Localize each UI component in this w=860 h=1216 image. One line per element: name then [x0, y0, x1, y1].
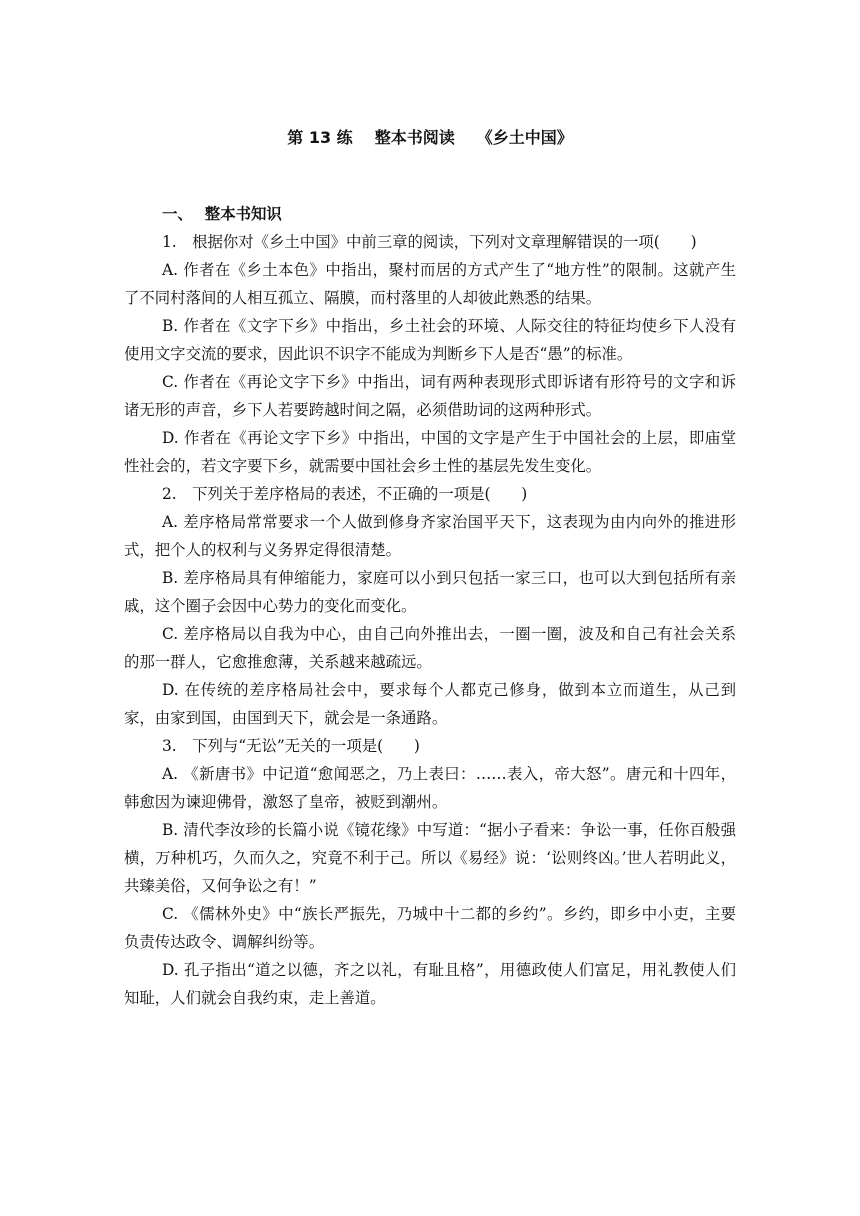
option-b: B. 差序格局具有伸缩能力，家庭可以小到只包括一家三口，也可以大到包括所有亲戚，这个圈子会因中心势力的变化而变化。: [124, 569, 736, 615]
question-stem: 2. 下列关于差序格局的表述，不正确的一项是( ): [162, 485, 528, 503]
title-topic: 整本书阅读: [374, 128, 455, 147]
question-stem: 3. 下列与“无讼”无关的一项是( ): [162, 737, 420, 755]
section-number: 一、: [162, 205, 193, 223]
option-a: A. 差序格局常常要求一个人做到修身齐家治国平天下，这表现为由内向外的推进形式，把个人的权利与义务界定得很清楚。: [124, 513, 736, 559]
option-d: D. 在传统的差序格局社会中，要求每个人都克己修身，做到本立而道生，从己到家，由家到国，由国到天下，就会是一条通路。: [124, 681, 736, 727]
question-stem: 1. 根据你对《乡土中国》中前三章的阅读，下列对文章理解错误的一项( ): [162, 233, 697, 251]
title-book-name: 《乡土中国》: [476, 128, 573, 147]
option-c: C. 《儒林外史》中“族长严振先，乃城中十二都的乡约”。乡约，即乡中小吏，主要负责传达政令、调解纠纷等。: [124, 905, 736, 951]
option-a: A. 《新唐书》中记道“愈闻恶之，乃上表曰：……表入，帝大怒”。唐元和十四年，韩愈因为谏迎佛骨，激怒了皇帝，被贬到潮州。: [124, 765, 736, 811]
section-heading: [162, 200, 736, 228]
option-a: A. 作者在《乡土本色》中指出，聚村而居的方式产生了“地方性”的限制。这就产生了不同村落间的人相互孤立、隔膜，而村落里的人却彼此熟悉的结果。: [124, 261, 736, 307]
option-d: D. 孔子指出“道之以德，齐之以礼，有耻且格”，用德政使人们富足，用礼教使人们知耻，人们就会自我约束，走上善道。: [124, 961, 736, 1007]
option-d: D. 作者在《再论文字下乡》中指出，中国的文字是产生于中国社会的上层，即庙堂性社会的，若文字要下乡，就需要中国社会乡土性的基层先发生变化。: [124, 429, 736, 475]
option-b: B. 作者在《文字下乡》中指出，乡土社会的环境、人际交往的特征均使乡下人没有使用文字交流的要求，因此识不识字不能成为判断乡下人是否“愚”的标准。: [124, 317, 736, 363]
section-label: 整本书知识: [204, 205, 282, 223]
question-2: [124, 480, 736, 732]
question-3: [124, 732, 736, 1012]
question-1: [124, 228, 736, 480]
title-lesson-number: 第 13 练: [287, 128, 353, 147]
option-c: C. 作者在《再论文字下乡》中指出，词有两种表现形式即诉诸有形符号的文字和诉诸无形的声音，乡下人若要跨越时间之隔，必须借助词的这两种形式。: [124, 373, 736, 419]
page-title: [0, 125, 860, 148]
option-c: C. 差序格局以自我为中心，由自己向外推出去，一圈一圈，波及和自己有社会关系的那一群人，它愈推愈薄，关系越来越疏远。: [124, 625, 736, 671]
document-body: [124, 200, 736, 1012]
option-b: B. 清代李汝珍的长篇小说《镜花缘》中写道：“据小子看来：争讼一事，任你百般强横，万种机巧，久而久之，究竟不利于己。所以《易经》说：‘讼则终凶。’世人若明此义，共臻美俗，又何争讼之有！”: [124, 821, 736, 895]
